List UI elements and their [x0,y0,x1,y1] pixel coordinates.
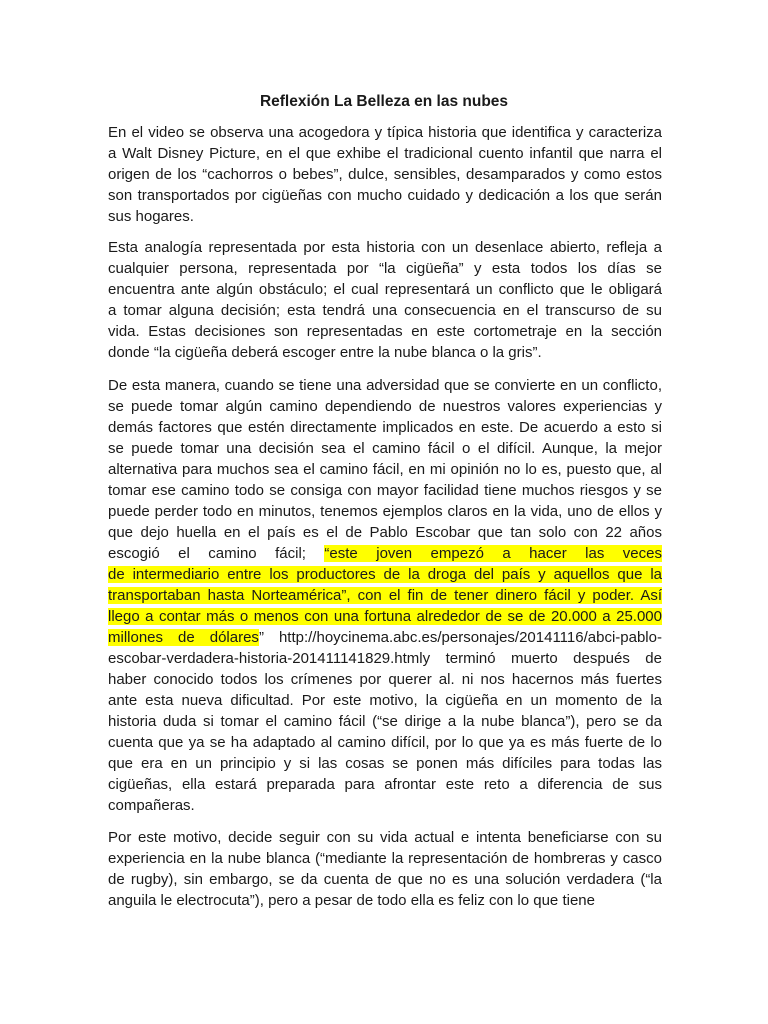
text-line: sus hogares. [108,208,194,225]
text-line [108,627,662,648]
text-line: tomar ese camino todo se consiga con mayor facilidad tiene muchos riesgos y se [108,482,662,499]
text-line: puede perder todo en minutos, tenemos ejemplos claros en la vida, uno de ellos y [108,503,662,520]
text-line: historia duda si tomar el camino fácil (“se dirige a la nube blanca”), pero se da [108,713,662,730]
text-line: encuentra ante algún obstáculo; el cual representará un conflicto que le obligará [108,281,662,298]
text-line [108,585,662,606]
text-line: se puede tomar algún camino dependiendo de nuestros valores experiencias y [108,398,662,415]
text-line: escobar-verdadera-historia-201411141829.htmly terminó muerto después de [108,650,662,667]
text-line [108,564,662,585]
highlighted-quote: “este joven empezó a hacer las veces [324,545,662,562]
highlighted-quote: llego a contar más o menos con una fortuna alrededor de se de 20.000 a 25.000 [108,608,662,625]
text-line: cuenta que ya se ha adaptado al camino difícil, por lo que ya es más fuerte de lo [108,734,662,751]
text-line: a Walt Disney Picture, en el que exhibe el tradicional cuento infantil que narra el [108,145,662,162]
text-line: cigüeñas, ella estará preparada para afrontar este reto a diferencia de sus [108,776,662,793]
highlighted-quote: de intermediario entre los productores de la droga del país y aquellos que la [108,566,662,583]
text-line: escogió el camino fácil; “este joven empezó a hacer las veces [108,545,662,562]
text-line: cualquier persona, representada por “la cigüeña” y esta todos los días se [108,260,662,277]
text-line: compañeras. [108,797,195,814]
text-line: donde “la cigüeña deberá escoger entre la nube blanca o la gris”. [108,344,542,361]
text-line: que dejo huella en el país es el de Pablo Escobar que tan solo con 22 años [108,524,662,541]
text-line: ante esta nueva dificultad. Por este motivo, la cigüeña en un momento de la [108,692,662,709]
text-line: que era en un principio y si las cosas se ponen más difíciles para todas las [108,755,662,772]
text-line: origen de los “cachorros o bebes”, dulce, sensibles, desamparados y como estos [108,166,662,183]
text-line: Por este motivo, decide seguir con su vida actual e intenta beneficiarse con su [108,829,662,846]
text-line [108,606,662,627]
text-line: a tomar alguna decisión; esta tendrá una consecuencia en el transcurso de su [108,302,662,319]
highlighted-quote: transportaban hasta Norteamérica”, con el fin de tener dinero fácil y poder. Así [108,587,662,604]
text-line: anguila le electrocuta”), pero a pesar de todo ella es feliz con lo que tiene [108,892,595,909]
text-line: se puede tomar una decisión sea el camino fácil o el difícil. Aunque, la mejor [108,440,662,457]
text-line: demás factores que estén directamente implicados en este. De acuerdo a esto si [108,419,662,436]
document-title: Reflexión La Belleza en las nubes [259,93,509,110]
text-line: alternativa para muchos sea el camino fácil, en mi opinión no lo es, puesto que, al [108,461,662,478]
text-line: de rugby), sin embargo, se da cuenta de que no es una solución verdadera (“la [108,871,662,888]
text-line: Esta analogía representada por esta historia con un desenlace abierto, refleja a [108,239,662,256]
text-line: En el video se observa una acogedora y típica historia que identifica y caracteriza [108,124,662,141]
text-line: experiencia en la nube blanca (“mediante la representación de hombreras y casco [108,850,662,867]
text-line: vida. Estas decisiones son representadas en este cortometraje en la sección [108,323,662,340]
text-line: De esta manera, cuando se tiene una adversidad que se convierte en un conflicto, [108,377,662,394]
source-link: ” http://hoycinema.abc.es/personajes/20141116/abci-pablo- [258,629,662,646]
highlighted-quote: millones de dólares [108,629,259,646]
text-line: son transportados por cigüeñas con mucho cuidado y dedicación a los que serán [108,187,662,204]
text-line: haber conocido todos los crímenes por querer al. ni nos hacernos más fuertes [108,671,662,688]
